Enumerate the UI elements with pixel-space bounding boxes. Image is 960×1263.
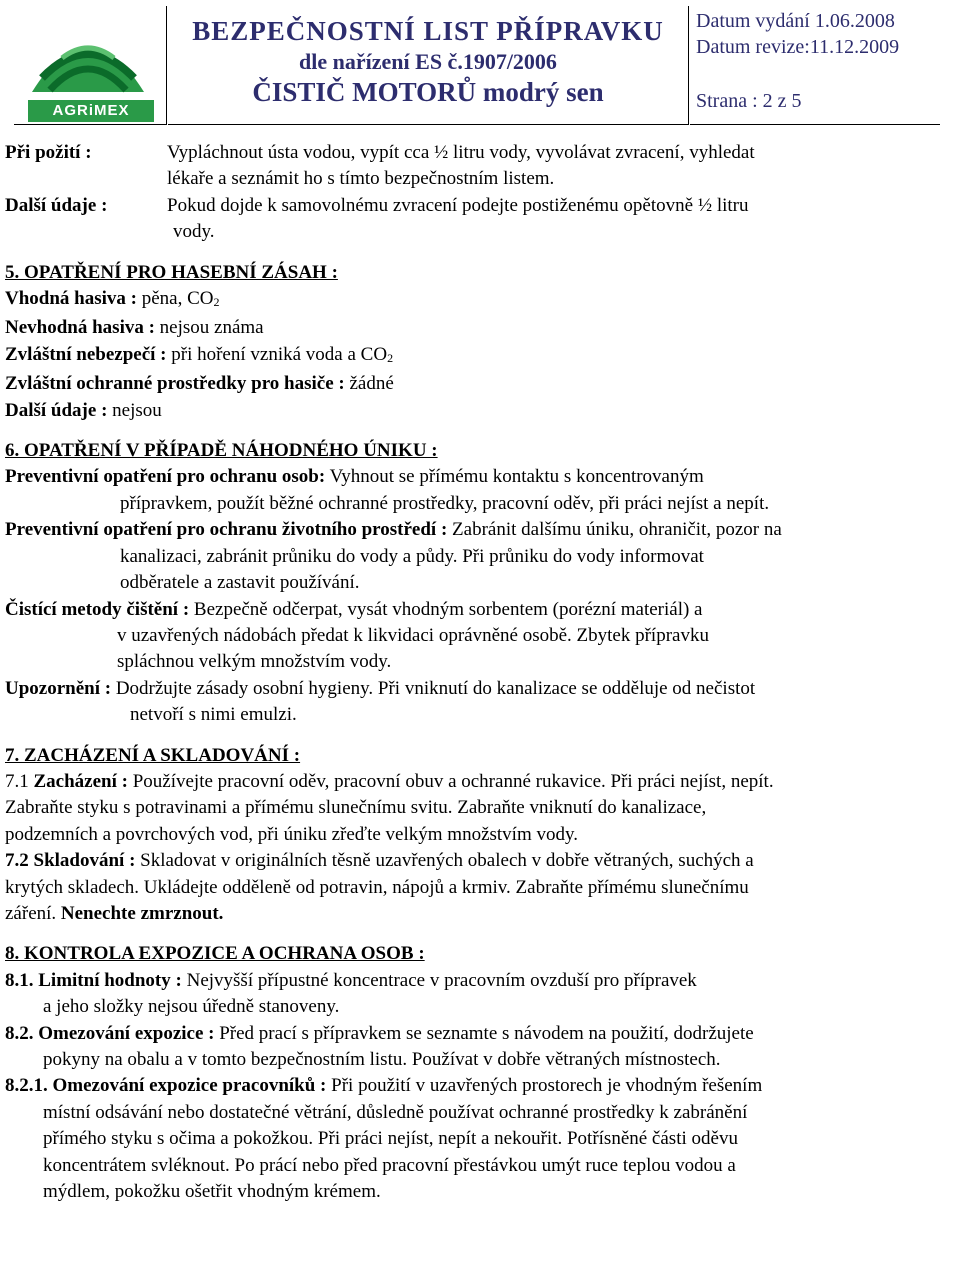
warning-note-cont: netvoří s nimi emulzi. (130, 704, 297, 726)
limit-values: 8.1. Limitní hodnoty : Nejvyšší přípustné koncentrace v pracovním ovzduší pro přípravek (5, 969, 697, 991)
worker-exposure-controls-cont-2: přímého styku s očima a pokožkou. Při práci nejíst, nepít a nekouřit. Potřísněné části oděvu (43, 1128, 738, 1150)
handling-cont-2: podzemních a povrchových vod, při úniku zřeďte velkým množstvím vody. (5, 823, 579, 845)
storage-cont-1: krytých skladech. Ukládejte odděleně od potravin, nápojů a krmiv. Zabraňte přímému slunečnímu (5, 876, 749, 898)
special-hazards: Zvláštní nebezpečí : při hoření vzniká voda a $CO_2$ (5, 343, 394, 365)
cleanup-methods-cont-1: v uzavřených nádobách předat k likvidaci oprávněné osobě. Zbytek přípravku (117, 624, 709, 646)
section-8-heading: 8. KONTROLA EXPOZICE A OCHRANA OSOB : (5, 943, 425, 965)
personal-precautions-cont: přípravkem, použít běžné ochranné prostředky, pracovní oděv, při práci nejíst a nepít. (120, 492, 770, 514)
worker-exposure-controls: 8.2.1. Omezování expozice pracovníků : Při použití v uzavřených prostorech je vhodným řešením (5, 1075, 763, 1097)
storage: 7.2 Skladování : Skladovat v originálních těsně uzavřených obalech v dobře větraných, suchých a (5, 850, 754, 872)
firefighter-protection: Zvláštní ochranné prostředky pro hasiče : žádné (5, 373, 394, 395)
suitable-extinguishers: Vhodná hasiva : pěna, $CO_2$ (5, 288, 220, 310)
section-5-heading: 5. OPATŘENÍ PRO HASEBNÍ ZÁSAH : (5, 261, 338, 283)
cleanup-methods-cont-2: spláchnou velkým množstvím vody. (117, 651, 392, 673)
regulation-reference: dle nařízení ES č.1907/2006 (299, 49, 557, 74)
section-6-heading: 6. OPATŘENÍ V PŘÍPADĚ NÁHODNÉHO ÚNIKU : (5, 440, 438, 462)
other-text-2: vody. (173, 221, 215, 243)
cleanup-methods: Čistící metody čištění : Bezpečně odčerpat, vysát vhodným sorbentem (porézní materiál) a (5, 598, 703, 620)
environmental-precautions: Preventivní opatření pro ochranu životního prostředí : Zabránit dalšímu úniku, ohraničit, pozor na (5, 519, 782, 541)
first-aid-other (5, 193, 955, 246)
document-header (0, 0, 960, 132)
page-number: Strana : 2 z 5 (696, 90, 802, 112)
first-aid-ingestion (5, 140, 955, 193)
exposure-controls-cont: pokyny na obalu a v tomto bezpečnostním listu. Používat v dobře větraných místnostech. (43, 1049, 721, 1070)
logo-dome-icon (18, 8, 158, 100)
warning-note: Upozornění : Dodržujte zásady osobní hygieny. Při vniknutí do kanalizace se odděluje od nečistot (5, 677, 756, 699)
handling: 7.1 Zacházení : Používejte pracovní oděv, pracovní obuv a ochranné rukavice. Při práci nejíst, nepít. (5, 770, 774, 792)
worker-exposure-controls-cont-4: mýdlem, pokožku ošetřit vhodným krémem. (43, 1181, 381, 1203)
section-5-other: Další údaje : nejsou (5, 399, 162, 421)
personal-precautions: Preventivní opatření pro ochranu osob: Vyhnout se přímému kontaktu s koncentrovaným (5, 466, 704, 488)
other-label: Další údaje : (5, 194, 108, 216)
document-body (5, 140, 955, 1205)
company-logo (14, 6, 167, 125)
handling-cont-1: Zabraňte styku s potravinami a přímému slunečnímu svitu. Zabraňte vniknutí do kanalizace, (5, 797, 707, 819)
environmental-precautions-cont-2: odběratele a zastavit používání. (120, 572, 360, 594)
environmental-precautions-cont-1: kanalizaci, zabránit průniku do vody a půdy. Při průniku do vody informovat (120, 545, 704, 567)
storage-cont-2: záření. Nenechte zmrznout. (5, 902, 224, 924)
limit-values-cont: a jeho složky nejsou úředně stanoveny. (43, 996, 340, 1018)
exposure-controls: 8.2. Omezování expozice : Před prací s přípravkem se seznamte s návodem na použití, dodržujete (5, 1022, 754, 1044)
logo-wordmark: AGRiMEX (28, 100, 154, 122)
unsuitable-extinguishers: Nevhodná hasiva : nejsou známa (5, 317, 264, 339)
other-text-1: Pokud dojde k samovolnému zvracení podejte postiženému opětovně ½ litru (167, 194, 749, 216)
revision-date: Datum revize:11.12.2009 (696, 36, 900, 58)
header-title-block (168, 6, 689, 125)
worker-exposure-controls-cont-1: místní odsávání nebo dostatečné větrání, důsledně používat ochranné prostředky k zabránění (43, 1101, 748, 1123)
ingestion-text-2: lékaře a seznámit ho s tímto bezpečnostním listem. (167, 168, 555, 190)
product-name: ČISTIČ MOTORŮ modrý sen (252, 77, 604, 107)
worker-exposure-controls-cont-3: koncentrátem svléknout. Po prácí nebo před pracovní přestávkou umýt ruce teplou vodou a (43, 1154, 736, 1176)
section-7-heading: 7. ZACHÁZENÍ A SKLADOVÁNÍ : (5, 744, 301, 766)
header-dates-block (690, 6, 940, 125)
ingestion-label: Při požití : (5, 142, 92, 163)
ingestion-text-1: Vypláchnout ústa vodou, vypít cca ½ litru vody, vyvolávat zvracení, vyhledat (167, 142, 755, 163)
document-title: BEZPEČNOSTNÍ LIST PŘÍPRAVKU (192, 16, 664, 46)
issue-date: Datum vydání 1.06.2008 (696, 10, 895, 32)
